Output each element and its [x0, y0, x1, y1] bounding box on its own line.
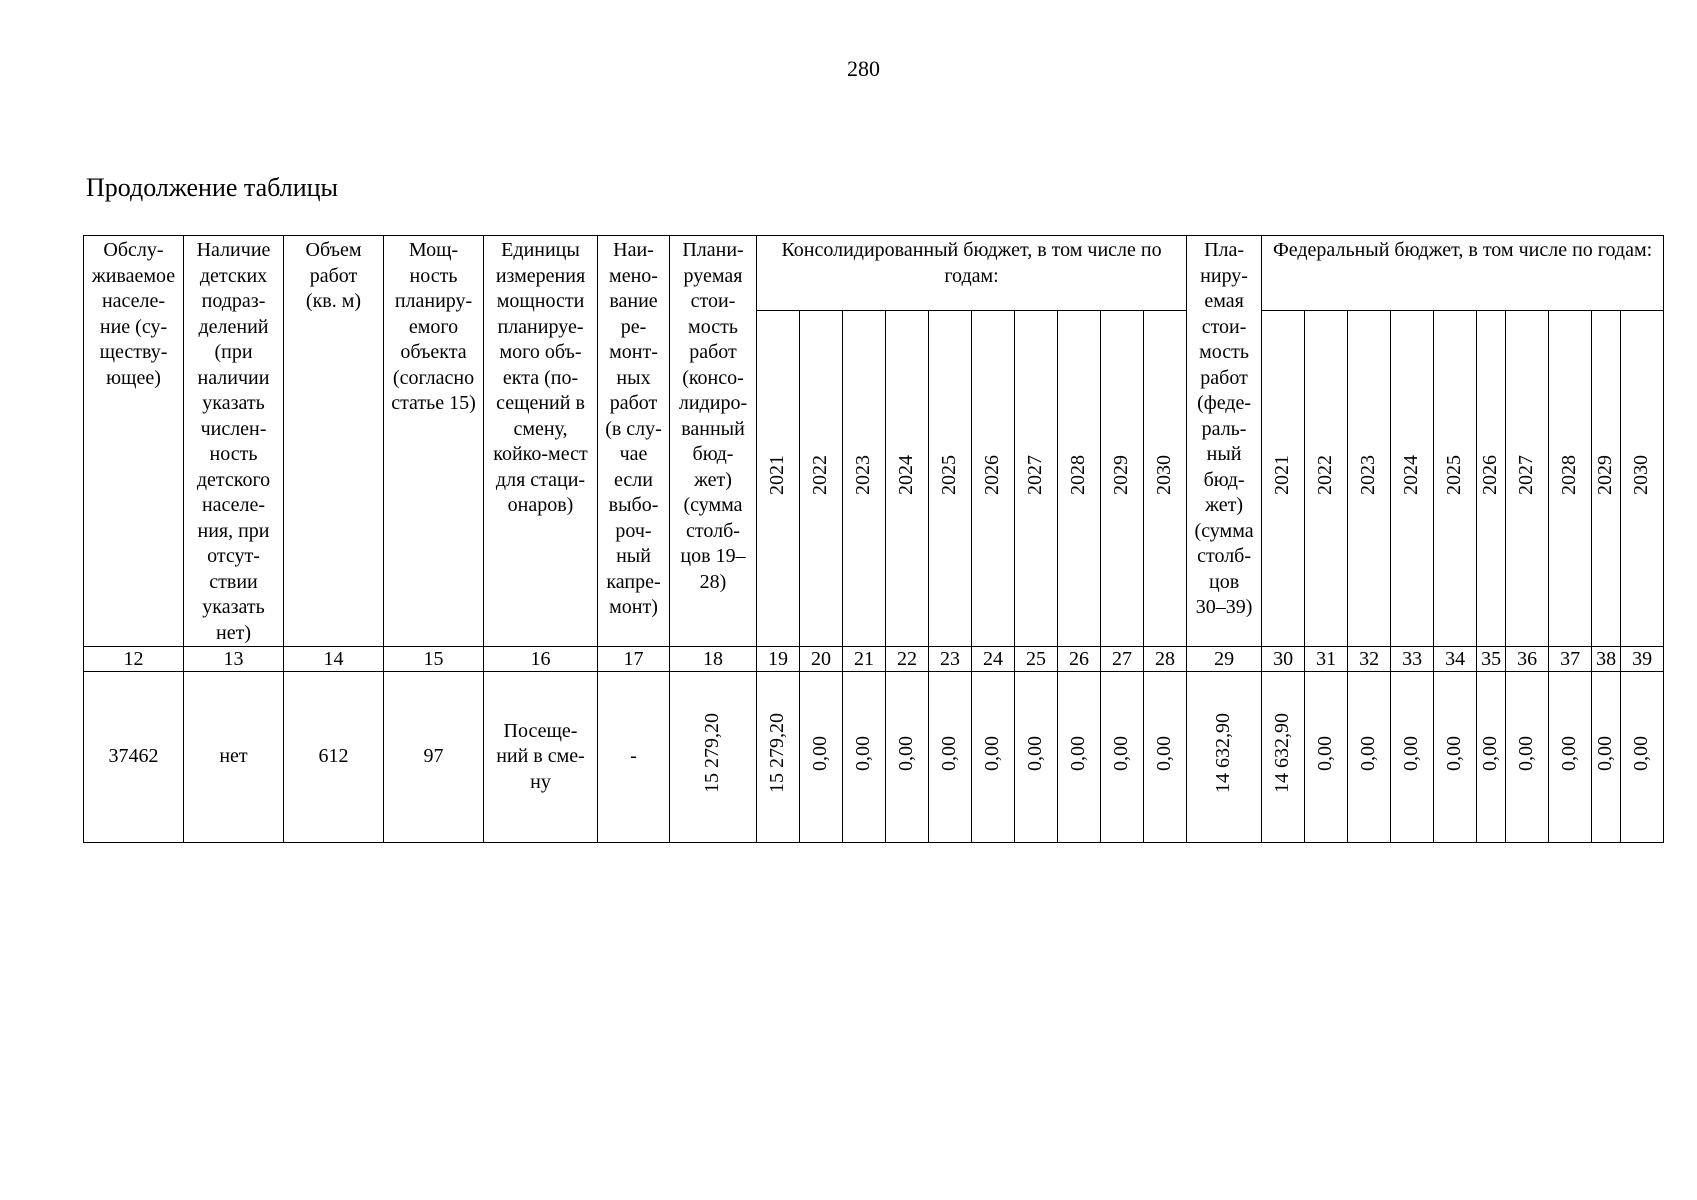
cell-capacity: 97 [384, 672, 484, 843]
column-number: 13 [184, 647, 284, 672]
column-number: 17 [598, 647, 670, 672]
column-number: 22 [886, 647, 929, 672]
cell-children-units: нет [184, 672, 284, 843]
header-year-federal: 2030 [1621, 311, 1664, 647]
column-number: 27 [1101, 647, 1144, 672]
cell-federal-year: 0,00 [1348, 672, 1391, 843]
column-number: 16 [484, 647, 598, 672]
header-year-consolidated: 2027 [1015, 311, 1058, 647]
header-year-federal: 2022 [1305, 311, 1348, 647]
column-number: 24 [972, 647, 1015, 672]
column-number: 38 [1592, 647, 1621, 672]
table-caption: Продолжение таблицы [86, 173, 338, 202]
cell-consolidated-year: 0,00 [1015, 672, 1058, 843]
header-capacity: Мощ- ность планиру- емого объекта (согласно статье 15) [384, 236, 484, 647]
column-number: 39 [1621, 647, 1664, 672]
cell-federal-year: 14 632,90 [1262, 672, 1305, 843]
header-year-federal: 2029 [1592, 311, 1621, 647]
header-capacity-units: Единицы измерения мощности планируе- мого объ- екта (по- сещений в смену, койко-мест для стаци- онаров) [484, 236, 598, 647]
column-number: 35 [1477, 647, 1506, 672]
column-number-row [84, 647, 1664, 672]
cell-work-volume: 612 [284, 672, 384, 843]
cell-federal-year: 0,00 [1477, 672, 1506, 843]
header-year-consolidated: 2021 [757, 311, 800, 647]
header-year-federal: 2025 [1434, 311, 1477, 647]
cell-consolidated-year: 0,00 [800, 672, 843, 843]
header-year-federal: 2024 [1391, 311, 1434, 647]
cell-consolidated-year: 0,00 [1144, 672, 1187, 843]
header-children-units: Наличие детских подраз- делений (при наличии указать числен- ность детского населе- ния, при отсут- ствии указать нет) [184, 236, 284, 647]
header-consolidated-group: Консолидированный бюджет, в том числе по годам: [757, 236, 1187, 311]
column-number: 15 [384, 647, 484, 672]
header-year-consolidated: 2022 [800, 311, 843, 647]
header-year-federal: 2026 [1477, 311, 1506, 647]
budget-table [83, 235, 1664, 843]
header-federal-group: Федеральный бюджет, в том числе по годам: [1262, 236, 1664, 311]
column-number: 32 [1348, 647, 1391, 672]
cell-federal-year: 0,00 [1592, 672, 1621, 843]
header-year-consolidated: 2025 [929, 311, 972, 647]
header-year-federal: 2028 [1549, 311, 1592, 647]
cell-repair-name: - [598, 672, 670, 843]
header-year-consolidated: 2030 [1144, 311, 1187, 647]
table-row [84, 672, 1664, 843]
column-number: 29 [1187, 647, 1262, 672]
column-number: 23 [929, 647, 972, 672]
cell-federal-year: 0,00 [1305, 672, 1348, 843]
cell-planned-cost-consolidated: 15 279,20 [670, 672, 757, 843]
header-year-consolidated: 2023 [843, 311, 886, 647]
column-number: 30 [1262, 647, 1305, 672]
cell-consolidated-year: 0,00 [886, 672, 929, 843]
cell-population: 37462 [84, 672, 184, 843]
cell-capacity-units: Посеще- ний в сме- ну [484, 672, 598, 843]
header-year-consolidated: 2028 [1058, 311, 1101, 647]
column-number: 34 [1434, 647, 1477, 672]
cell-federal-year: 0,00 [1391, 672, 1434, 843]
header-year-consolidated: 2026 [972, 311, 1015, 647]
column-number: 37 [1549, 647, 1592, 672]
column-number: 21 [843, 647, 886, 672]
header-work-volume: Объем работ (кв. м) [284, 236, 384, 647]
cell-federal-year: 0,00 [1549, 672, 1592, 843]
cell-consolidated-year: 15 279,20 [757, 672, 800, 843]
column-number: 31 [1305, 647, 1348, 672]
cell-federal-year: 0,00 [1621, 672, 1664, 843]
column-number: 28 [1144, 647, 1187, 672]
header-row-1 [84, 236, 1664, 311]
header-year-federal: 2027 [1506, 311, 1549, 647]
column-number: 25 [1015, 647, 1058, 672]
cell-consolidated-year: 0,00 [843, 672, 886, 843]
column-number: 14 [284, 647, 384, 672]
cell-federal-year: 0,00 [1506, 672, 1549, 843]
header-year-consolidated: 2024 [886, 311, 929, 647]
column-number: 12 [84, 647, 184, 672]
cell-consolidated-year: 0,00 [972, 672, 1015, 843]
column-number: 26 [1058, 647, 1101, 672]
header-population: Обслу- живаемое населе- ние (су- ществу- ющее) [84, 236, 184, 647]
header-repair-name: Наи- мено- вание ре- монт- ных работ (в слу- чае если выбо- роч- ный капре- монт) [598, 236, 670, 647]
column-number: 33 [1391, 647, 1434, 672]
header-year-consolidated: 2029 [1101, 311, 1144, 647]
column-number: 36 [1506, 647, 1549, 672]
cell-consolidated-year: 0,00 [1101, 672, 1144, 843]
cell-planned-cost-federal: 14 632,90 [1187, 672, 1262, 843]
cell-federal-year: 0,00 [1434, 672, 1477, 843]
header-planned-cost-federal: Пла- ниру- емая стои- мость работ (феде- раль- ный бюд- жет) (сумма столб- цов 30–39) [1187, 236, 1262, 647]
column-number: 19 [757, 647, 800, 672]
column-number: 18 [670, 647, 757, 672]
header-planned-cost-consolidated: Плани- руемая стои- мость работ (консо- лидиро- ванный бюд- жет) (сумма столб- цов 19– 28) [670, 236, 757, 647]
column-number: 20 [800, 647, 843, 672]
cell-consolidated-year: 0,00 [929, 672, 972, 843]
header-year-federal: 2021 [1262, 311, 1305, 647]
cell-consolidated-year: 0,00 [1058, 672, 1101, 843]
page-number: 280 [847, 56, 880, 81]
header-year-federal: 2023 [1348, 311, 1391, 647]
